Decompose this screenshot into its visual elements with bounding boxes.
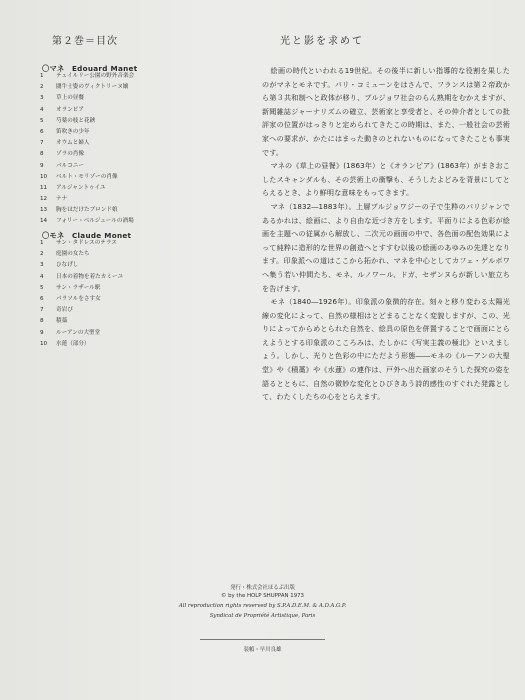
plate-number: 4	[40, 273, 44, 280]
plate-title: 芍薬の枝と花鋏	[56, 117, 96, 124]
plate-number: 10	[40, 340, 48, 347]
plate-title: 水蓮（部分）	[56, 340, 90, 347]
plate-number: 5	[40, 284, 44, 291]
plate-title: 闘牛士姿のヴィクトリーヌ嬢	[56, 84, 129, 91]
plate-title: ゾラの肖像	[56, 151, 84, 158]
plate-list-item	[40, 138, 240, 149]
plate-number: 1	[40, 240, 44, 246]
plate-title: ベルト・モリゾーの肖像	[56, 173, 118, 180]
plate-title: バルコニー	[56, 162, 84, 169]
plate-list-item	[40, 216, 240, 227]
plate-list-item	[40, 328, 240, 339]
essay-body	[262, 64, 510, 404]
manet-heading: 〇マネ Edouard Manet	[42, 64, 138, 73]
copyright-line: © by the HOLP SHUPPAN 1973	[221, 593, 304, 599]
plate-title: 奇岩ぴ	[56, 307, 73, 314]
plate-number: 10	[40, 173, 48, 180]
plate-number: 6	[40, 128, 44, 135]
plate-list-item	[40, 283, 240, 294]
manet-plate-list	[40, 71, 240, 228]
contents-title: 第２巻＝目次	[52, 36, 118, 47]
plate-title: オウムと婦人	[56, 140, 90, 147]
plate-list-item	[40, 149, 240, 160]
plate-list-item	[40, 272, 240, 283]
plate-title: 笛吹きの少年	[56, 128, 90, 135]
essay-title: 光と影を求めて	[280, 36, 364, 47]
plate-number: 7	[40, 307, 44, 314]
plate-list-item	[40, 183, 240, 194]
plate-number: 3	[40, 95, 44, 102]
publisher-line: 発行・株式会社ほるぷ出版	[230, 585, 295, 591]
plate-number: 14	[40, 218, 48, 225]
plate-number: 6	[40, 295, 44, 302]
plate-list-item	[40, 71, 240, 82]
plate-list-item	[40, 205, 240, 216]
plate-number: 2	[40, 84, 44, 91]
plate-list-item	[40, 194, 240, 205]
plate-number: 8	[40, 318, 44, 325]
plate-title: ナナ	[56, 196, 68, 203]
plate-list-item	[40, 249, 240, 260]
plate-list-item	[40, 294, 240, 305]
divider	[200, 639, 325, 640]
plate-title: 日本の着物を着たカミーユ	[56, 273, 124, 280]
plate-list-item	[40, 316, 240, 327]
essay-paragraph: マネの《草上の昼餐》(1863年）と《オランピア》(1863年）がまきおこしたスキャンダルも、その芸術上の衝撃も、そうしたよどみを背景にしてとらえるとき、より鮮明な意味をもってきます。	[262, 161, 510, 198]
plate-number: 1	[40, 73, 44, 79]
plate-number: 8	[40, 151, 44, 158]
monet-plate-list	[40, 238, 240, 350]
plate-number: 3	[40, 262, 44, 269]
plate-number: 5	[40, 117, 44, 124]
plate-title: フォリー・ベルジェールの酒場	[56, 218, 134, 225]
plate-list-item	[40, 238, 240, 249]
plate-list-item	[40, 82, 240, 93]
plate-list-item	[40, 161, 240, 172]
plate-list-item	[40, 93, 240, 104]
plate-list-item	[40, 127, 240, 138]
plate-number: 4	[40, 106, 44, 113]
essay-paragraph: 絵画の時代といわれる19世紀。その後半に新しい指導的な役割を果したのがマネとモネです。パリ・コミューンをはさんで、フランスは第２帝政から第３共和制へと政体が移り、ブルジョワ社会のらん熟期をむかえますが、新聞雑誌ジャーナリズムの確立、芸術家と享受者と、その仲介者としての批評家の位置がはっきりと定められてきたこの時期は、また、一般社会の芸術家への要求が、かたにはまった動きのとれないものになってきたことも事実です。	[262, 66, 510, 157]
plate-list-item	[40, 305, 240, 316]
plate-title: 庭園の女たち	[56, 251, 90, 258]
plate-title: テュイルリー公園の野外音楽会	[56, 73, 135, 79]
plate-title: パラソルをさす女	[56, 295, 101, 302]
plate-number: 9	[40, 329, 44, 336]
essay-paragraph: モネ（1840―1926年）。印象派の象徴的存在。刻々と移り変わる太陽光線の変化によって、自然の様相はとどまることなく変貌しますが、この、光りによってからめとられた自然を、絵具の原色を併置することで画面にとらえようとする印象派のこころみは、たしかに《写実主義の極北》といえましょう。しかし、光りと色彩の中にただよう形態――モネの《ルーアンの大聖堂》や《積藁》や《水蓮》の連作は、戸外へ出た画家のそうした探究の姿を語るとともに、自然の微妙な変化とひびきあう詩的感性のすぐれた発露として、わたくしたちの心をとらえます。	[262, 297, 510, 402]
plate-number: 11	[40, 184, 48, 191]
plate-title: サン・タドレスのテラス	[56, 240, 117, 246]
plate-number: 2	[40, 251, 44, 258]
plate-list-item	[40, 260, 240, 271]
rights-line: All reproduction rights reserved by S.P.A.D.E.M. & A.D.A.G.P.	[178, 603, 347, 609]
plate-number: 9	[40, 162, 44, 169]
plate-title: 胸をはだけたブロンド娘	[56, 207, 118, 214]
plate-title: ルーアンの大聖堂	[56, 329, 101, 336]
plate-list-item	[40, 339, 240, 350]
rights-line-2: Syndicat de Propriété Artistique, Paris	[209, 613, 316, 619]
plate-number: 7	[40, 140, 44, 147]
plate-list-item	[40, 172, 240, 183]
essay-paragraph: マネ（1832―1883年）。上層ブルジョワジーの子で生粋のパリジャンであるかれは、絵画に、より自由な近づき方をします。平面りによる色彩が絵画を主題への従属から解放し、二次元の画面の中で、各色面の配色効果によって純粋に造形的な世界の創造へとすすむ以後の絵画のあゆみの先達となります。印象派への道はここから拓かれ、マネを中心としてカフェ・ゲルボワへ集う若い仲間たち、モネ、ルノワール、ドガ、セザンヌらが新しい旅立ちを告げます。	[262, 201, 510, 293]
plate-title: ひなげし	[56, 262, 79, 269]
plate-list-item	[40, 105, 240, 116]
design-credit: 装幀・早川良雄	[243, 647, 282, 653]
plate-title: オランピア	[56, 106, 84, 113]
plate-title: 草上の昼餐	[56, 95, 84, 102]
plate-list-item	[40, 116, 240, 127]
plate-number: 12	[40, 196, 48, 203]
plate-title: 積藁	[56, 318, 68, 325]
plate-number: 13	[40, 207, 48, 214]
monet-heading: 〇モネ Claude Monet	[42, 231, 132, 240]
plate-title: サン・ラザール駅	[56, 284, 101, 291]
plate-title: アルジャントゥイユ	[56, 184, 106, 191]
